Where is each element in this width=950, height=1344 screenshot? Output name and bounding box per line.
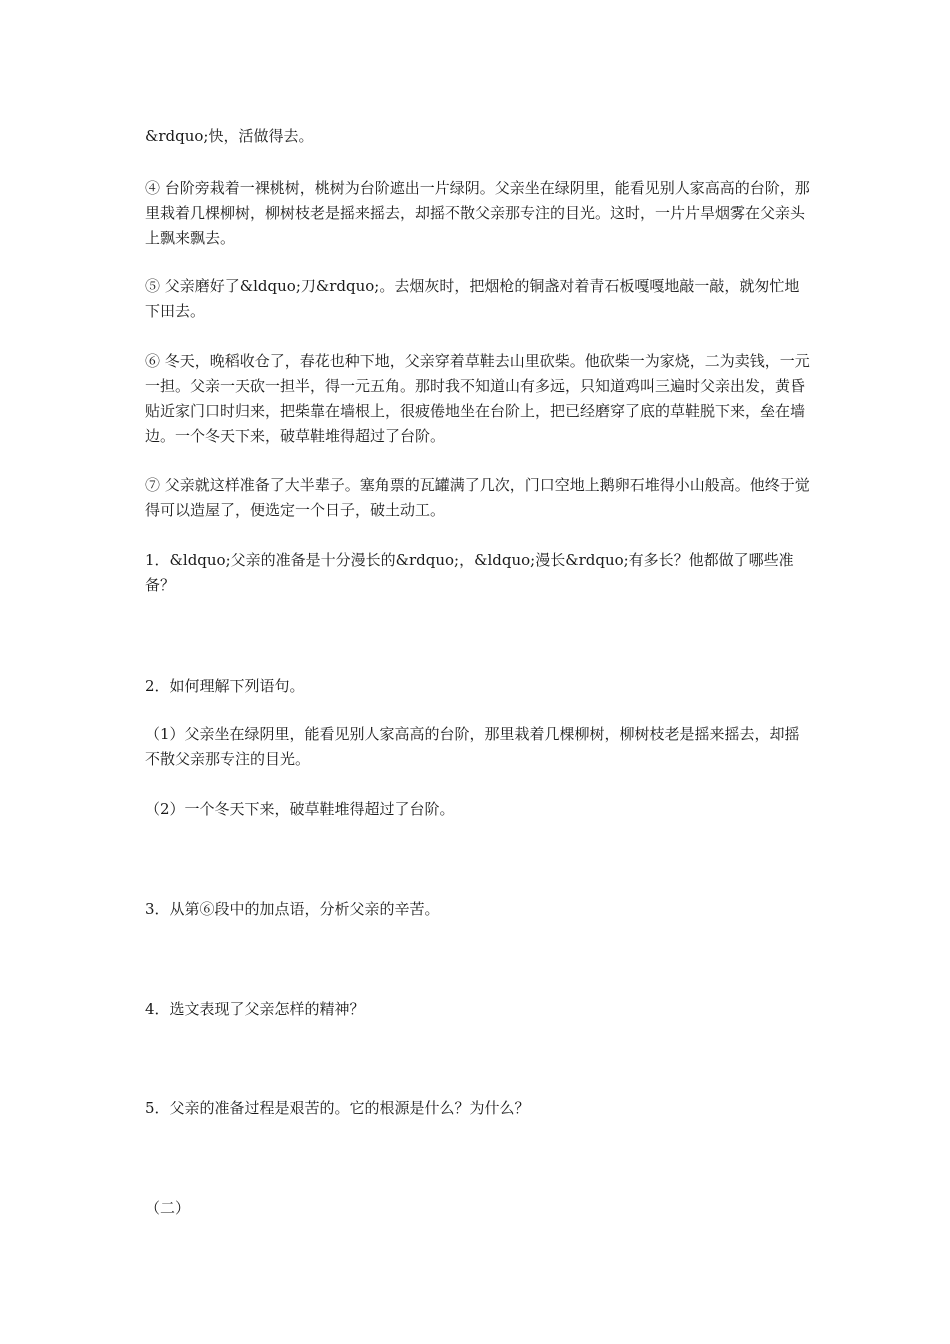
- paragraph-4: ④ 台阶旁栽着一裸桃树，桃树为台阶遮出一片绿阴。父亲坐在绿阴里，能看见别人家高高的台阶，那里栽着几棵柳树，柳树枝老是摇来摇去，却摇不散父亲那专注的目光。这时，一片片旱烟雾在父亲头上飘来飘去。: [145, 179, 810, 247]
- paragraph-7: ⑦ 父亲就这样准备了大半辈子。塞角票的瓦罐满了几次，门口空地上鹅卵石堆得小山般高。他终于觉得可以造屋了，便选定一个日子，破土动工。: [145, 476, 810, 519]
- question-2-item-1: （1）父亲坐在绿阴里，能看见别人家高高的台阶，那里栽着几棵柳树，柳树枝老是摇来摇去，却摇不散父亲那专注的目光。: [145, 725, 800, 768]
- paragraph-5: ⑤ 父亲磨好了&ldquo;刀&rdquo;。去烟灰时，把烟枪的铜盏对着青石板嘎嘎地敲一敲，就匆忙地下田去。: [145, 277, 800, 320]
- paragraph-6: ⑥ 冬天，晚稻收仓了，春花也种下地，父亲穿着草鞋去山里砍柴。他砍柴一为家烧，二为卖钱，一元一担。父亲一天砍一担半，得一元五角。那时我不知道山有多远，只知道鸡叫三遍时父亲出发，黄昏贴近家门口时归来，把柴靠在墙根上，很疲倦地坐在台阶上，把已经磨穿了底的草鞋脱下来，垒在墙边。一个冬天下来，破草鞋堆得超过了台阶。: [145, 352, 810, 445]
- question-2: 2．如何理解下列语句。: [145, 677, 305, 695]
- section-heading: （二）: [145, 1199, 191, 1217]
- question-2-item-2: （2）一个冬天下来，破草鞋堆得超过了台阶。: [145, 800, 455, 818]
- question-4: 4．选文表现了父亲怎样的精神？: [145, 1000, 365, 1018]
- question-1: 1．&ldquo;父亲的准备是十分漫长的&rdquo;，&ldquo;漫长&rdquo;有多长？他都做了哪些准备？: [145, 551, 794, 594]
- paragraph-end-fragment: &rdquo;快，活做得去。: [145, 127, 314, 145]
- question-5: 5．父亲的准备过程是艰苦的。它的根源是什么？为什么？: [145, 1099, 530, 1117]
- question-3: 3．从第⑥段中的加点语，分析父亲的辛苦。: [145, 900, 440, 918]
